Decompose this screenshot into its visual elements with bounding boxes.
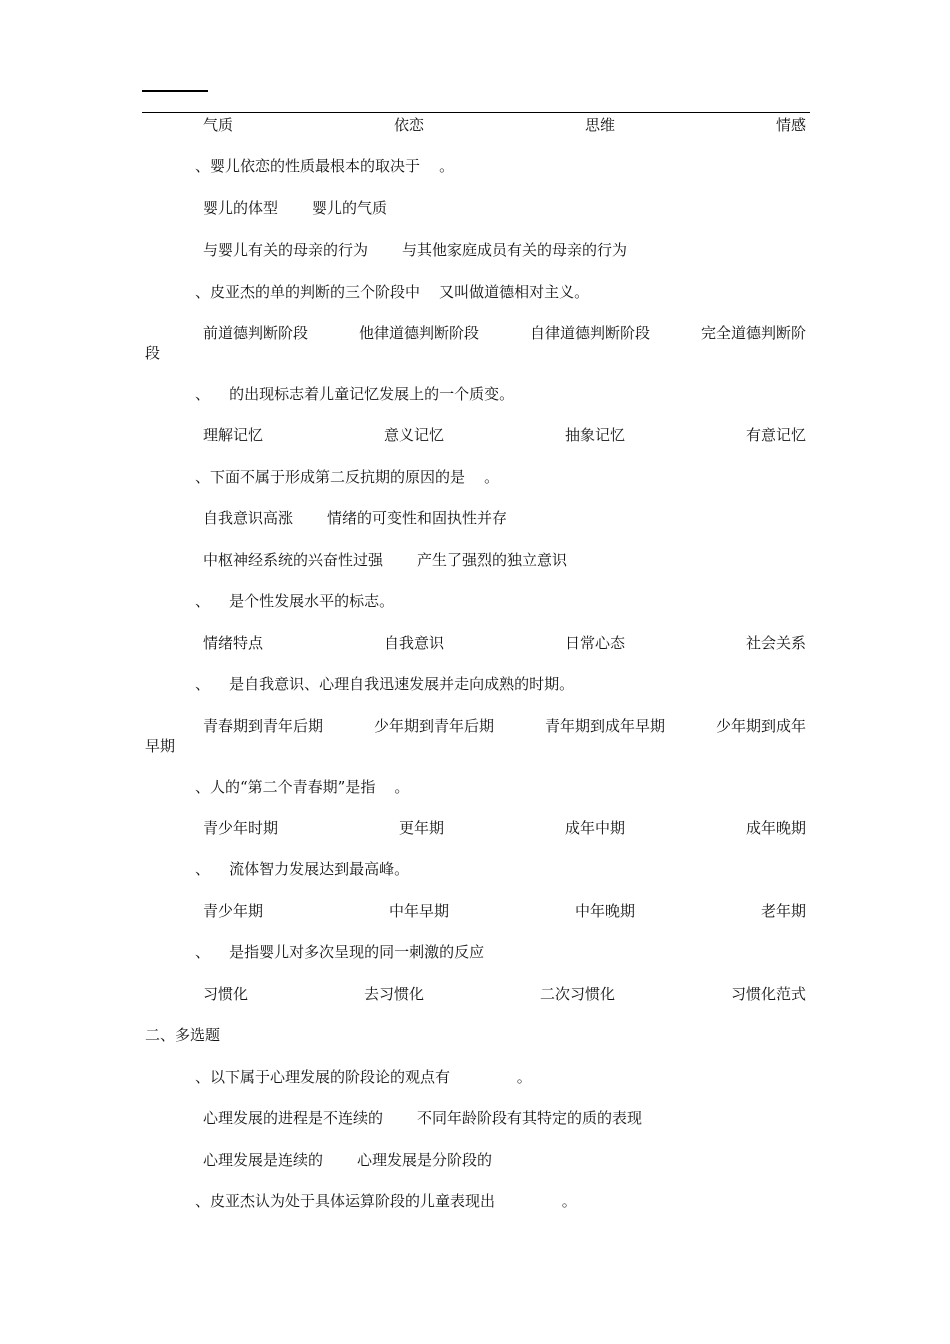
option-item: 少年期到青年后期 bbox=[373, 717, 494, 735]
option-item: 青春期到青年后期 bbox=[203, 717, 324, 735]
option-item: 不同年龄阶段有其特定的质的表现 bbox=[417, 1109, 643, 1127]
option-item: 心理发展是连续的 bbox=[203, 1151, 324, 1169]
header-short-rule bbox=[142, 90, 208, 92]
option-row bbox=[203, 1108, 642, 1128]
option-item: 婴儿的体型 bbox=[203, 199, 279, 217]
option-item: 青少年期 bbox=[203, 902, 264, 920]
question-text: 、人的“第二个青春期”是指 。 bbox=[195, 778, 410, 796]
option-item: 成年中期 bbox=[564, 819, 625, 837]
option-item: 中年早期 bbox=[388, 902, 449, 920]
option-item: 完全道德判断阶 bbox=[700, 324, 806, 342]
option-item: 中枢神经系统的兴奋性过强 bbox=[203, 551, 384, 569]
question-text: 、下面不属于形成第二反抗期的原因的是 。 bbox=[195, 468, 500, 486]
option-item: 自我意识 bbox=[383, 634, 444, 652]
option-item: 与婴儿有关的母亲的行为 bbox=[203, 241, 369, 259]
question-text: 、 是指婴儿对多次呈现的同一刺激的反应 bbox=[195, 943, 485, 961]
option-item: 与其他家庭成员有关的母亲的行为 bbox=[402, 241, 628, 259]
option-item: 气质 bbox=[203, 116, 234, 134]
option-item: 婴儿的气质 bbox=[312, 199, 388, 217]
option-item: 习惯化范式 bbox=[730, 985, 806, 1003]
option-item: 去习惯化 bbox=[363, 985, 424, 1003]
option-item: 少年期到成年 bbox=[715, 717, 806, 735]
section-heading: 二、多选题 bbox=[145, 1026, 221, 1044]
option-row bbox=[203, 818, 806, 838]
question-text: 、婴儿依恋的性质最根本的取决于 。 bbox=[195, 157, 455, 175]
question-text: 、皮亚杰的单的判断的三个阶段中 又叫做道德相对主义。 bbox=[195, 283, 590, 301]
option-item: 依恋 bbox=[393, 116, 424, 134]
option-wrap-text: 早期 bbox=[145, 737, 176, 755]
option-item: 老年期 bbox=[760, 902, 806, 920]
option-item: 习惯化 bbox=[203, 985, 249, 1003]
option-item: 二次习惯化 bbox=[539, 985, 615, 1003]
option-item: 情绪特点 bbox=[203, 634, 264, 652]
header-long-rule bbox=[142, 112, 810, 113]
option-item: 更年期 bbox=[398, 819, 444, 837]
option-item: 自我意识高涨 bbox=[203, 509, 294, 527]
question-text: 、 是个性发展水平的标志。 bbox=[195, 592, 395, 610]
option-row bbox=[203, 323, 806, 343]
option-item: 自律道德判断阶段 bbox=[529, 324, 650, 342]
option-item: 中年晚期 bbox=[574, 902, 635, 920]
option-item: 成年晚期 bbox=[745, 819, 806, 837]
option-item: 心理发展是分阶段的 bbox=[357, 1151, 493, 1169]
option-item: 青年期到成年早期 bbox=[544, 717, 665, 735]
option-item: 抽象记忆 bbox=[564, 426, 625, 444]
option-row bbox=[203, 633, 806, 653]
option-item: 他律道德判断阶段 bbox=[358, 324, 479, 342]
option-item: 日常心态 bbox=[564, 634, 625, 652]
option-item: 情感 bbox=[775, 116, 806, 134]
option-item: 理解记忆 bbox=[203, 426, 264, 444]
option-wrap-text: 段 bbox=[145, 344, 161, 362]
option-row bbox=[203, 901, 806, 921]
option-item: 产生了强烈的独立意识 bbox=[417, 551, 568, 569]
option-item: 心理发展的进程是不连续的 bbox=[203, 1109, 384, 1127]
question-text: 、 流体智力发展达到最高峰。 bbox=[195, 860, 410, 878]
question-text: 、 的出现标志着儿童记忆发展上的一个质变。 bbox=[195, 385, 515, 403]
option-row bbox=[203, 425, 806, 445]
option-row bbox=[203, 198, 387, 218]
option-row bbox=[203, 1150, 492, 1170]
option-item: 有意记忆 bbox=[745, 426, 806, 444]
option-row bbox=[203, 508, 507, 528]
option-row bbox=[203, 115, 806, 135]
option-item: 思维 bbox=[584, 116, 615, 134]
question-text: 、以下属于心理发展的阶段论的观点有 。 bbox=[195, 1068, 532, 1086]
option-item: 前道德判断阶段 bbox=[203, 324, 309, 342]
option-item: 青少年时期 bbox=[203, 819, 279, 837]
question-text: 、 是自我意识、心理自我迅速发展并走向成熟的时期。 bbox=[195, 675, 575, 693]
option-row bbox=[203, 240, 627, 260]
option-row bbox=[203, 550, 567, 570]
question-text: 、皮亚杰认为处于具体运算阶段的儿童表现出 。 bbox=[195, 1192, 577, 1210]
option-item: 情绪的可变性和固执性并存 bbox=[327, 509, 508, 527]
option-item: 社会关系 bbox=[745, 634, 806, 652]
option-row bbox=[203, 716, 806, 736]
option-item: 意义记忆 bbox=[383, 426, 444, 444]
option-row bbox=[203, 984, 806, 1004]
